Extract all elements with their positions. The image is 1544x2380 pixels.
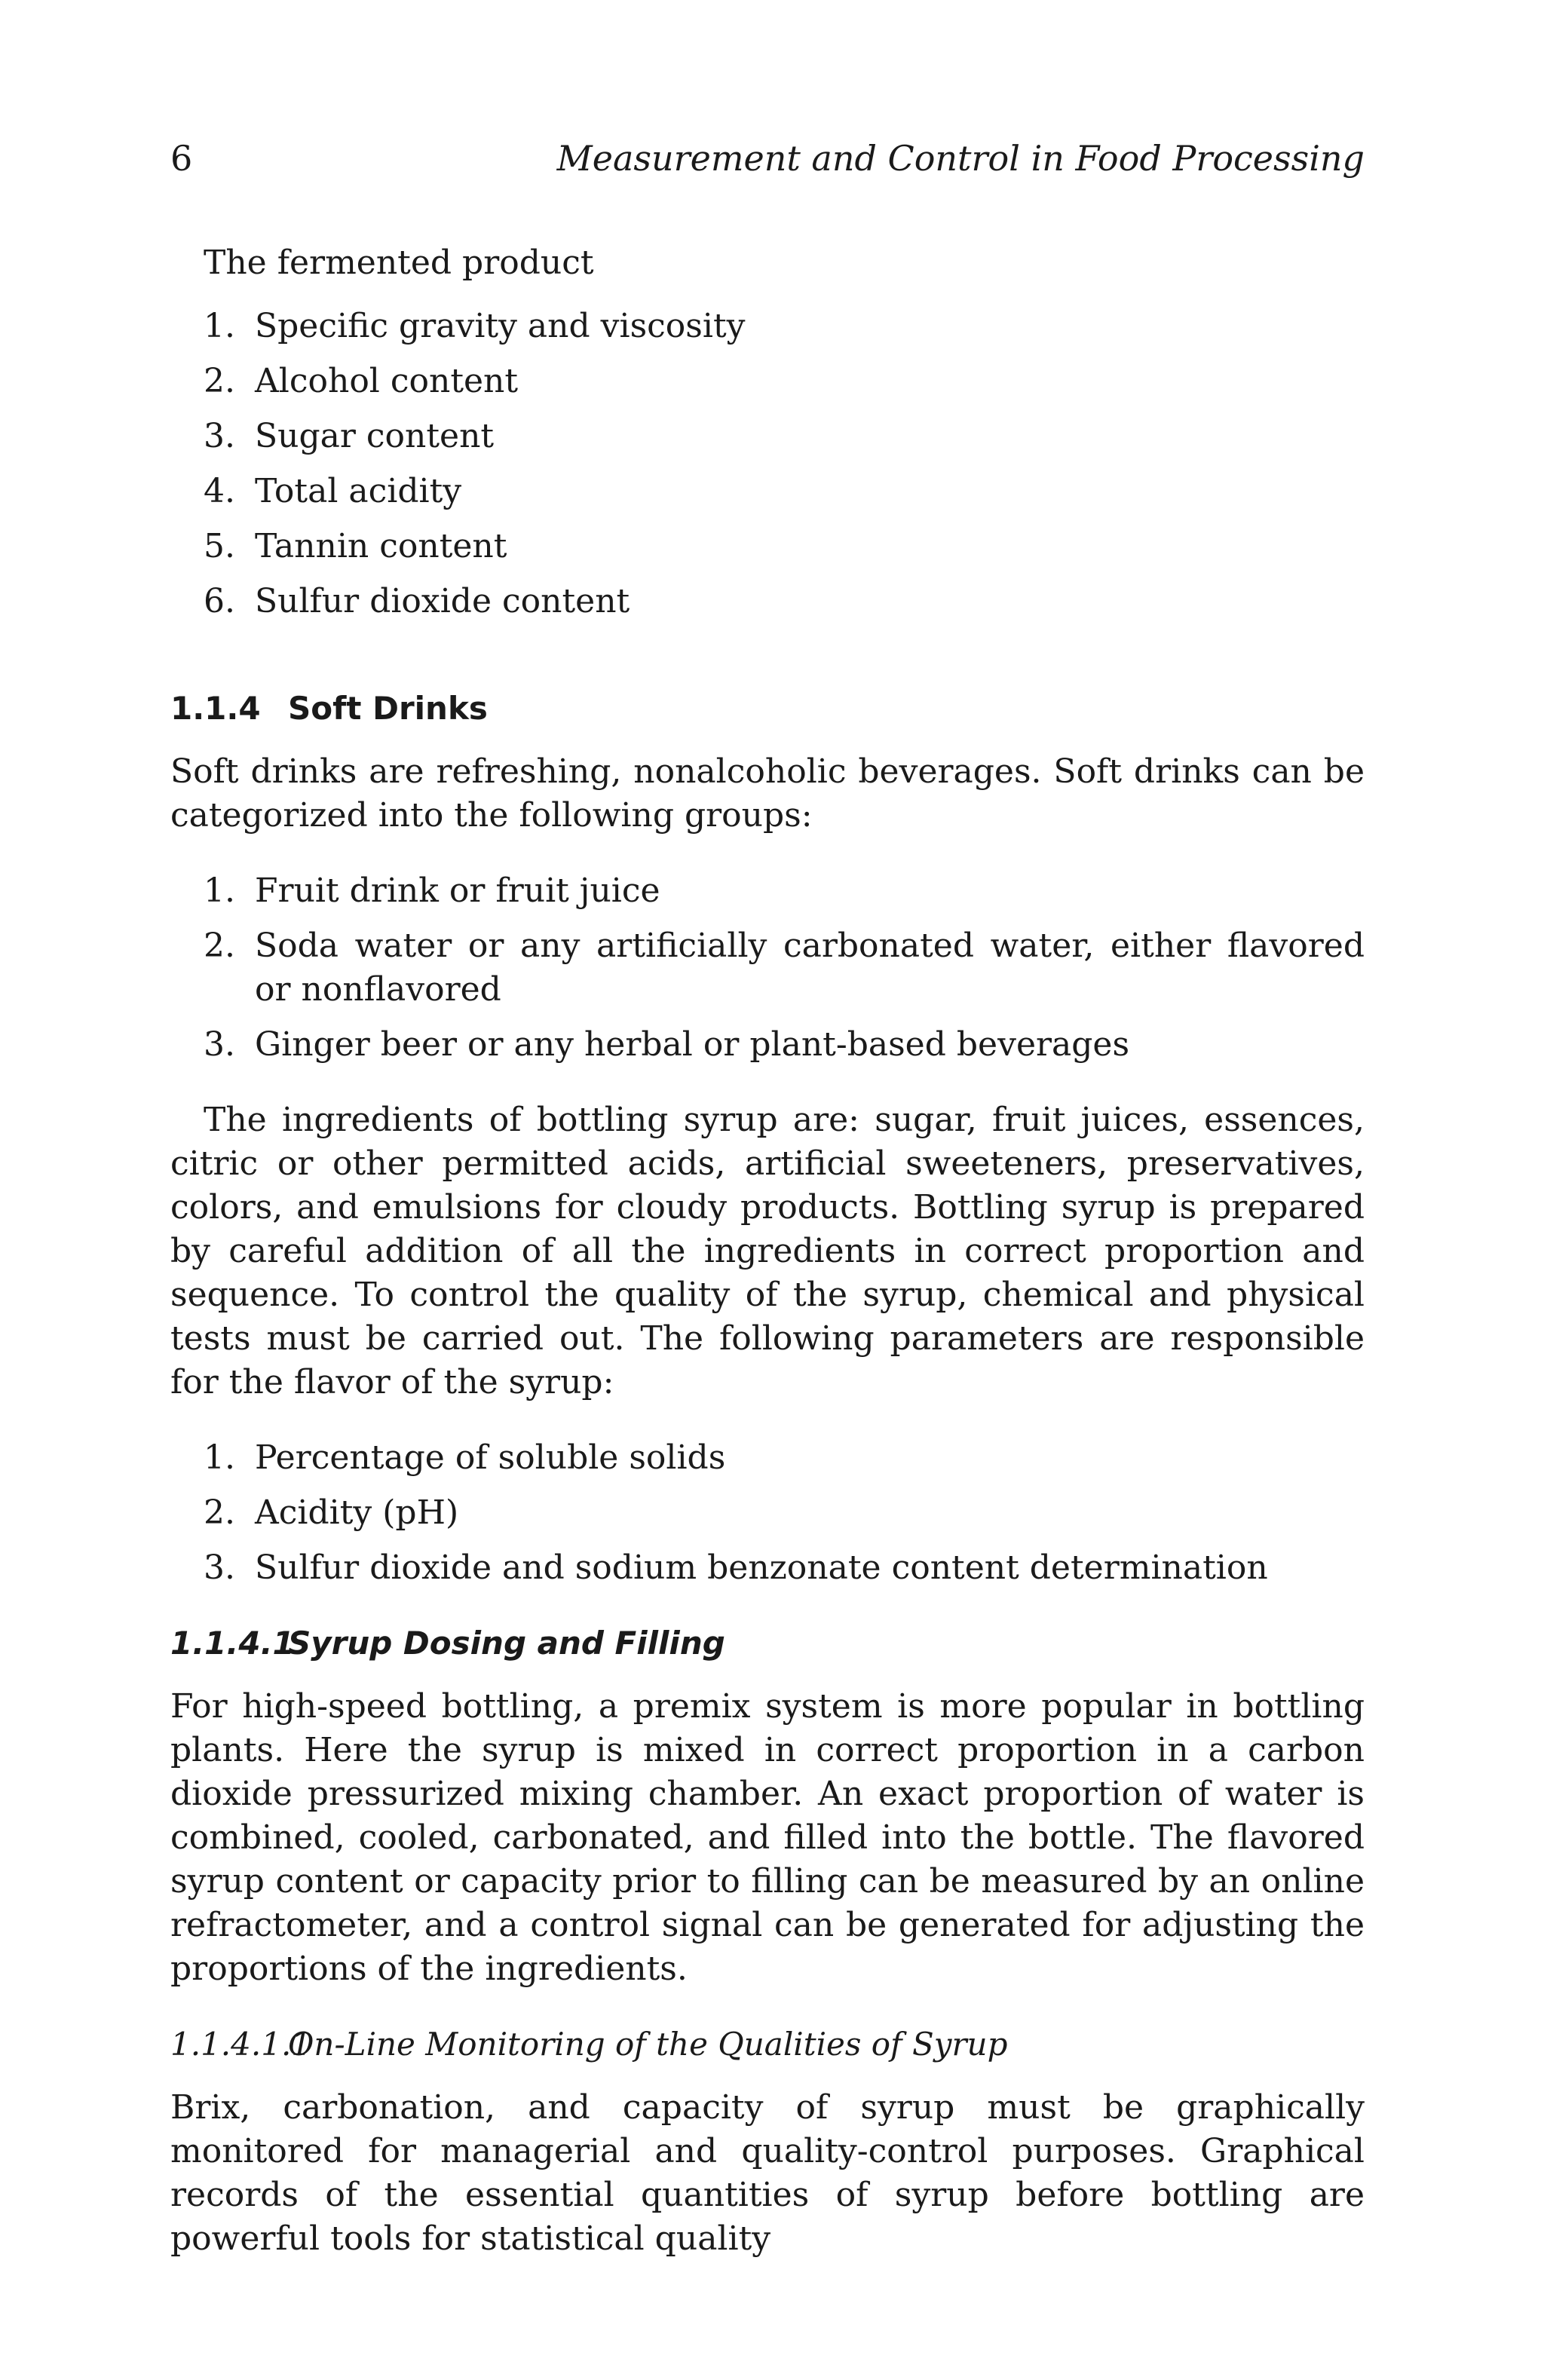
list-item [204, 470, 1365, 513]
list-item [204, 1546, 1365, 1590]
list-item-number: 3. [204, 1025, 235, 1064]
fermented-product-list [170, 305, 1365, 623]
list-item-text: Soda water or any artificially carbonated water, either flavored or nonflavored [255, 927, 1365, 1009]
section-number: 1.1.4.1 [170, 1625, 295, 1662]
list-item-number: 3. [204, 417, 235, 455]
section-title: Syrup Dosing and Filling [288, 1625, 725, 1662]
section-title: Soft Drinks [288, 690, 488, 727]
list-item-text: Tannin content [255, 527, 507, 565]
page-number: 6 [170, 138, 193, 179]
section-number: 1.1.4 [170, 690, 261, 727]
soft-drinks-intro: Soft drinks are refreshing, nonalcoholic beverages. Soft drinks can be categorized into the following groups: [170, 752, 1365, 835]
syrup-dosing-paragraph: For high-speed bottling, a premix system is more popular in bottling plants. Here the syrup is mixed in correct proportion in a carbon dioxide pressurized mixing chamber. An exact proportion of water is combined, cooled, carbonated, and filled into the bottle. The flavored syrup content or capacity prior to filling can be measured by an online refractometer, and a control signal can be generated for adjusting the proportions of the ingredients. [170, 1687, 1365, 1988]
list-item [204, 580, 1365, 623]
bottling-syrup-paragraph: The ingredients of bottling syrup are: sugar, fruit juices, essences, citric or other permitted acids, artificial sweeteners, preservatives, colors, and emulsions for cloudy products. Bottling syrup is prepared by careful addition of all the ingredients in correct proportion and sequence. To control the quality of the syrup, chemical and physical tests must be carried out. The following parameters are responsible for the flavor of the syrup: [170, 1101, 1365, 1401]
section-heading-soft-drinks [170, 687, 1365, 731]
list-item [204, 1023, 1365, 1067]
list-item-number: 2. [204, 362, 235, 400]
list-item [204, 1436, 1365, 1480]
list-item-number: 2. [204, 1493, 235, 1532]
section-number: 1.1.4.1.1 [170, 2026, 312, 2063]
subsection-heading-syrup-dosing [170, 1622, 1365, 1665]
list-item-number: 2. [204, 927, 235, 965]
list-item-text: Sugar content [255, 417, 495, 455]
list-item [204, 415, 1365, 458]
list-item-number: 5. [204, 527, 235, 565]
syrup-parameters-list [170, 1436, 1365, 1590]
list-item-number: 1. [204, 307, 235, 345]
list-item [204, 305, 1365, 348]
list-item-number: 4. [204, 472, 235, 510]
list-item-text: Specific gravity and viscosity [255, 307, 746, 345]
subsubsection-heading-online-monitoring [170, 2023, 1365, 2066]
list-item [204, 924, 1365, 1012]
list-item-text: Percentage of soluble solids [255, 1438, 726, 1477]
list-item-text: Alcohol content [255, 362, 519, 400]
list-item-text: Fruit drink or fruit juice [255, 871, 660, 910]
list-item-number: 1. [204, 1438, 235, 1477]
online-monitoring-paragraph: Brix, carbonation, and capacity of syrup must be graphically monitored for managerial and quality-control purposes. Graphical records of the essential quantities of syrup before bottling are powerful tools for statistical quality [170, 2088, 1365, 2258]
fermented-product-lead: The fermented product [204, 244, 594, 282]
running-header [170, 134, 1365, 182]
list-item-number: 3. [204, 1548, 235, 1587]
list-item [204, 525, 1365, 568]
list-item-number: 1. [204, 871, 235, 910]
list-item-text: Ginger beer or any herbal or plant-based beverages [255, 1025, 1130, 1064]
page-body [170, 241, 1365, 2261]
list-item-text: Sulfur dioxide and sodium benzonate content determination [255, 1548, 1268, 1587]
list-item [204, 869, 1365, 913]
list-item-text: Total acidity [255, 472, 462, 510]
list-item-text: Acidity (pH) [255, 1493, 459, 1532]
list-item [204, 360, 1365, 403]
list-item [204, 1491, 1365, 1535]
book-title: Measurement and Control in Food Processing [556, 138, 1365, 179]
list-item-number: 6. [204, 582, 235, 620]
list-item-text: Sulfur dioxide content [255, 582, 630, 620]
soft-drink-groups-list [170, 869, 1365, 1067]
section-title: On-Line Monitoring of the Qualities of Syrup [288, 2026, 1008, 2063]
